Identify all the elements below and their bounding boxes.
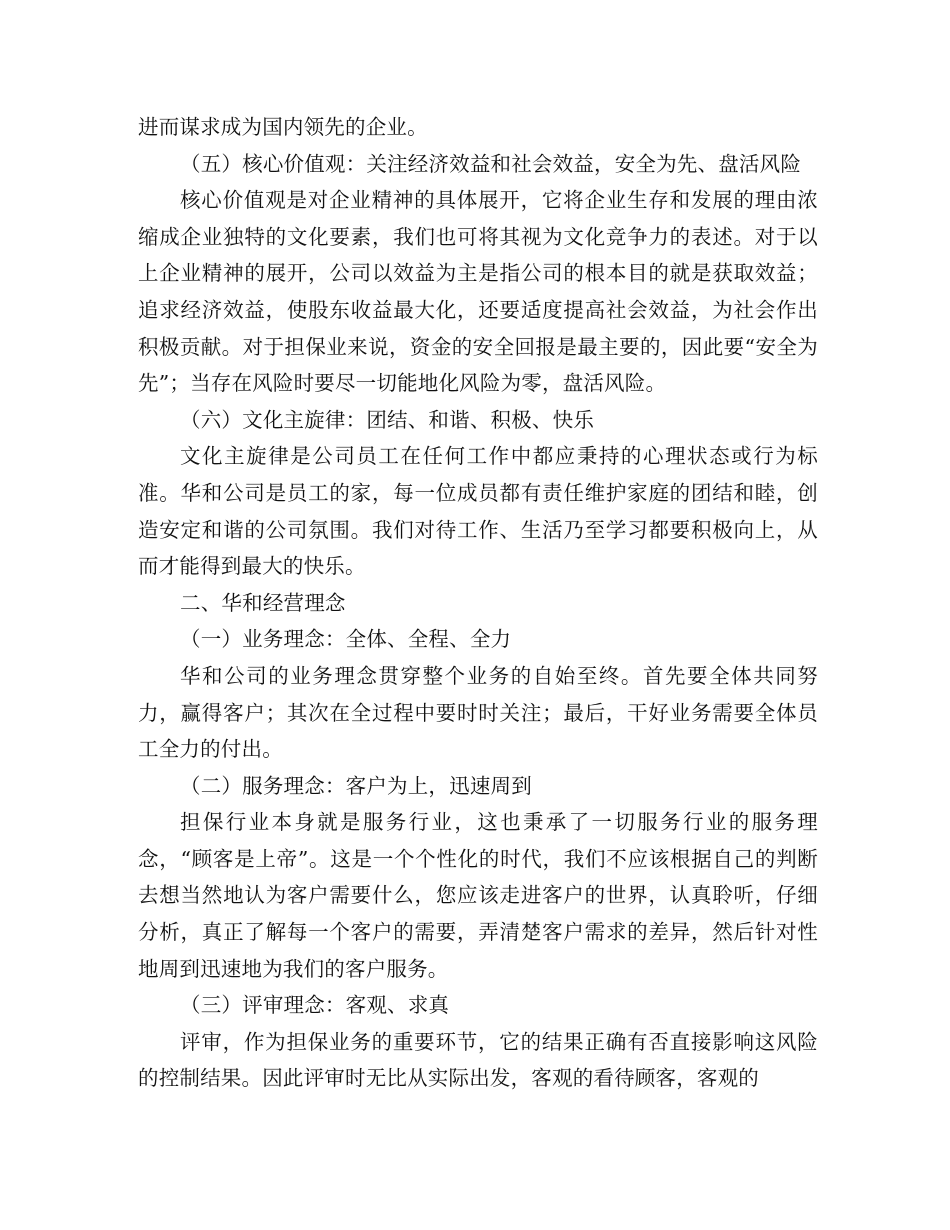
document-body — [138, 109, 818, 1097]
paragraph-core-values: 核心价值观是对企业精神的具体展开，它将企业生存和发展的理由浓缩成企业独特的文化要素，我们也可将其视为文化竞争力的表述。对于以上企业精神的展开，公司以效益为主是指公司的根本目的就是获取效益；追求经济效益，使股东收益最大化，还要适度提高社会效益，为社会作出积极贡献。对于担保业来说，资金的安全回报是最主要的，因此要“安全为先”；当存在风险时要尽一切能地化风险为零，盘活风险。 — [138, 188, 818, 396]
section-heading-business-philosophy: 二、华和经营理念 — [180, 590, 346, 615]
paragraph-culture-theme: 文化主旋律是公司员工在任何工作中都应秉持的心理状态或行为标准。华和公司是员工的家，每一位成员都有责任维护家庭的团结和睦，创造安定和谐的公司氛围。我们对待工作、生活乃至学习都要积极向上，从而才能得到最大的快乐。 — [138, 444, 818, 579]
section-heading-review-concept: （三）评审理念：客观、求真 — [180, 993, 450, 1018]
section-heading-business-concept: （一）业务理念：全体、全程、全力 — [180, 627, 512, 652]
paragraph-review-concept: 评审，作为担保业务的重要环节，它的结果正确有否直接影响这风险的控制结果。因此评审时无比从实际出发，客观的看待顾客，客观的 — [138, 1029, 818, 1091]
section-heading-culture-theme: （六）文化主旋律：团结、和谐、积极、快乐 — [180, 407, 595, 432]
paragraph-service-concept: 担保行业本身就是服务行业，这也秉承了一切服务行业的服务理念，“顾客是上帝”。这是一个个性化的时代，我们不应该根据自己的判断去想当然地认为客户需要什么，您应该走进客户的世界，认真聆听，仔细分析，真正了解每一个客户的需要，弄清楚客户需求的差异，然后针对性地周到迅速地为我们的客户服务。 — [138, 810, 818, 981]
paragraph-business-concept: 华和公司的业务理念贯穿整个业务的自始至终。首先要全体共同努力，赢得客户；其次在全过程中要时时关注；最后，干好业务需要全体员工全力的付出。 — [138, 663, 818, 762]
section-heading-service-concept: （二）服务理念：客户为上，迅速周到 — [180, 773, 532, 798]
section-heading-core-values: （五）核心价值观：关注经济效益和社会效益，安全为先、盘活风险 — [180, 151, 802, 176]
paragraph-continuation: 进而谋求成为国内领先的企业。 — [138, 115, 428, 139]
